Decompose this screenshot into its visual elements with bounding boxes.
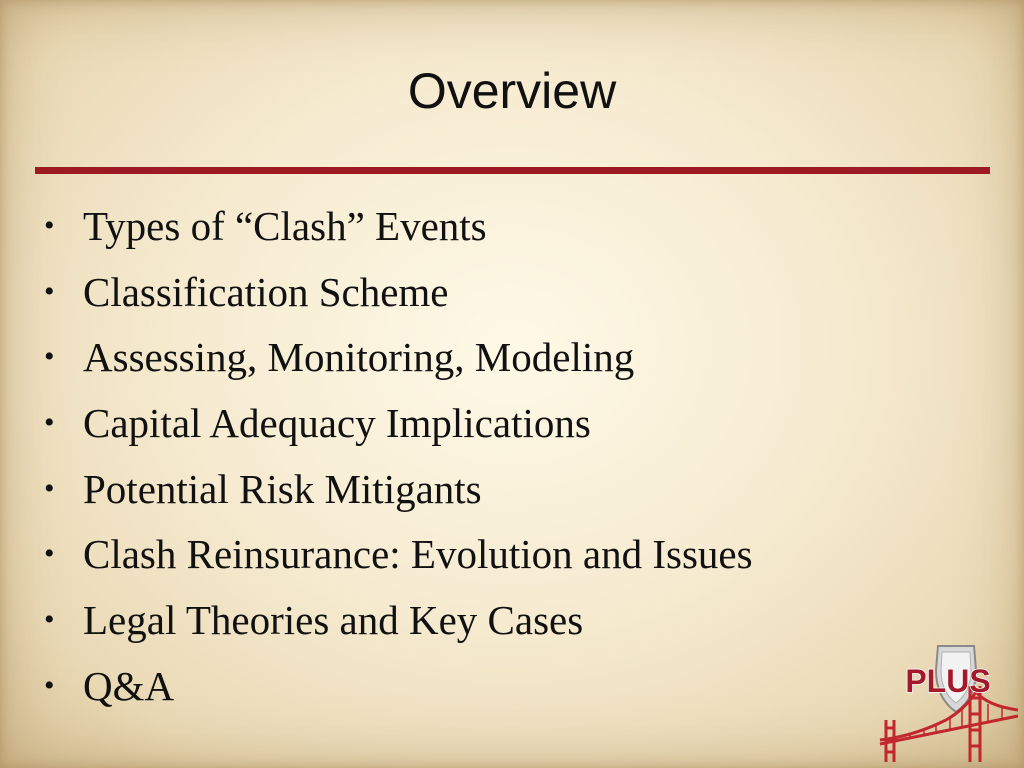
- list-item: [44, 259, 753, 325]
- title-divider: [35, 167, 990, 174]
- list-item: [44, 456, 753, 522]
- list-item: [44, 587, 753, 653]
- svg-text:PLUS: PLUS: [905, 663, 991, 699]
- bullet-icon: •: [44, 602, 55, 636]
- list-item: [44, 653, 753, 719]
- plus-logo-icon: [876, 640, 1020, 762]
- bullet-text: Assessing, Monitoring, Modeling: [83, 334, 635, 381]
- list-item: [44, 521, 753, 587]
- bullet-icon: •: [44, 405, 55, 439]
- bullet-text: Classification Scheme: [83, 268, 449, 315]
- bullet-icon: •: [44, 471, 55, 505]
- bullet-icon: •: [44, 274, 55, 308]
- bullet-text: Types of “Clash” Events: [83, 202, 487, 249]
- bullet-icon: •: [44, 668, 55, 702]
- list-item: [44, 193, 753, 259]
- bullet-icon: •: [44, 340, 55, 374]
- slide-title: Overview: [407, 63, 617, 119]
- bullet-list: [44, 193, 753, 719]
- bullet-text: Q&A: [83, 662, 175, 709]
- list-item: [44, 324, 753, 390]
- bullet-icon: •: [44, 208, 55, 242]
- bullet-text: Capital Adequacy Implications: [83, 399, 591, 446]
- bullet-text: Legal Theories and Key Cases: [83, 596, 584, 643]
- bullet-icon: •: [44, 537, 55, 571]
- bullet-text: Clash Reinsurance: Evolution and Issues: [83, 531, 753, 578]
- list-item: [44, 390, 753, 456]
- bullet-text: Potential Risk Mitigants: [83, 465, 482, 512]
